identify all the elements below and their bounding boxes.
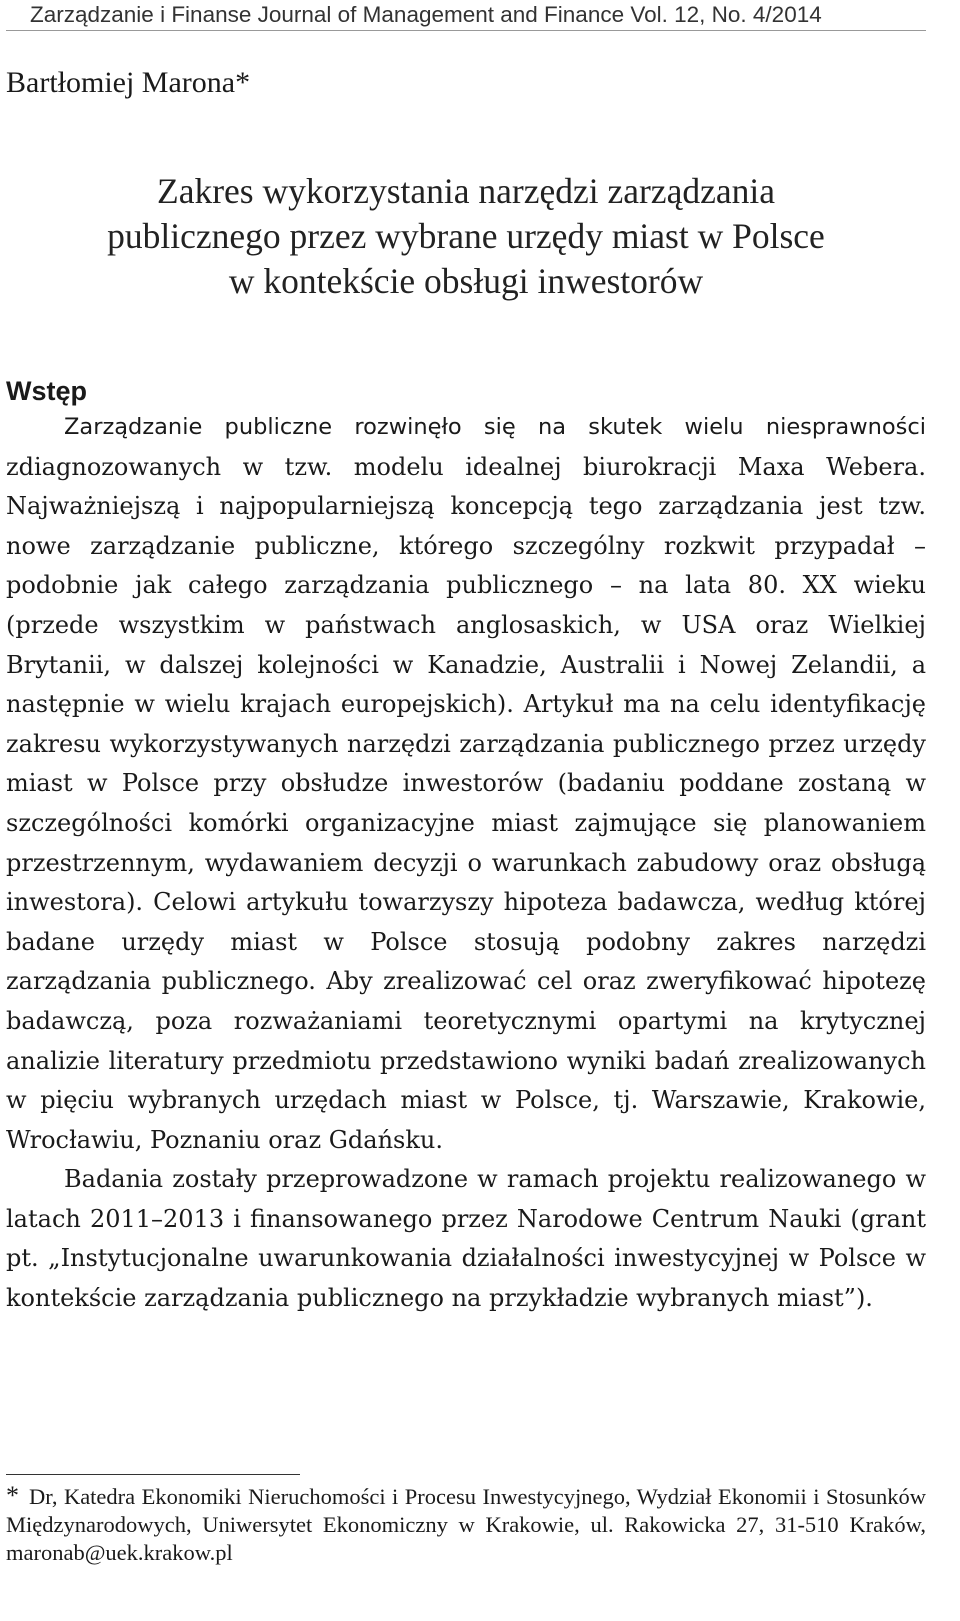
- footnote-text: Dr, Katedra Ekonomiki Nieruchomości i Procesu Inwestycyjnego, Wydział Ekonomii i Stosunków Międzynarodowych, Uniwersytet Ekonomiczny w Krakowie, ul. Rakowicka 27, 31-510 Kraków, maronab@uek.krakow.pl: [6, 1484, 926, 1565]
- title-line-3: w kontekście obsługi inwestorów: [228, 261, 704, 301]
- footnote: [6, 1482, 926, 1567]
- title-line-2: publicznego przez wybrane urzędy miast w Polsce: [107, 216, 825, 256]
- paragraph-2: Badania zostały przeprowadzone w ramach projektu realizowanego w latach 2011–2013 i finansowanego przez Narodowe Centrum Nauki (grant pt. „Instytucjonalne uwarunkowania działalności inwestycyjnej w Polsce w kontekście zarządzania publicznego na przykładzie wybranych miast”).: [6, 1165, 926, 1313]
- body-text: [6, 407, 926, 1319]
- section-heading: Wstęp: [6, 376, 87, 406]
- paragraph-1-opening: Zarządzanie publiczne rozwinęło się na skutek wielu niesprawności: [64, 414, 926, 440]
- footnote-rule: [6, 1474, 300, 1475]
- title-line-1: Zakres wykorzystania narzędzi zarządzania: [157, 171, 775, 211]
- footnote-mark: *: [6, 1481, 19, 1510]
- paragraph-1: [6, 407, 926, 1160]
- journal-header: Zarządzanie i Finanse Journal of Management and Finance Vol. 12, No. 4/2014: [30, 2, 822, 27]
- author-name: Bartłomiej Marona*: [6, 66, 251, 99]
- header-rule: [6, 30, 926, 31]
- paragraph-1-rest: zdiagnozowanych w tzw. modelu idealnej biurokracji Maxa Webera. Najważniejszą i najpopularniejszą koncepcją tego zarządzania jest tzw. nowe zarządzanie publiczne, którego szczególny rozkwit przypadał – podobnie jak całego zarządzania publicznego – na lata 80. XX wieku (przede wszystkim w państwach anglosaskich, w USA oraz Wielkiej Brytanii, w dalszej kolejności w Kanadzie, Australii i Nowej Zelandii, a następnie w wielu krajach europejskich). Artykuł ma na celu identyfikację zakresu wykorzystywanych narzędzi zarządzania publicznego przez urzędy miast w Polsce przy obsłudze inwestorów (badaniu poddane zostaną w szczególności komórki organizacyjne miast zajmujące się planowaniem przestrzennym, wydawaniem decyzji o warunkach zabudowy oraz obsługą inwestora). Celowi artykułu towarzyszy hipoteza badawcza, według której badane urzędy miast w Polsce stosują podobny zakres narzędzi zarządzania publicznego. Aby zrealizować cel oraz zweryfikować hipotezę badawczą, poza rozważaniami teoretycznymi opartymi na krytycznej analizie literatury przedmiotu przedstawiono wyniki badań zrealizowanych w pięciu wybranych urzędach miast w Polsce, tj. Warszawie, Krakowie, Wrocławiu, Poznaniu oraz Gdańsku.: [6, 452, 926, 1154]
- article-title: [6, 169, 926, 304]
